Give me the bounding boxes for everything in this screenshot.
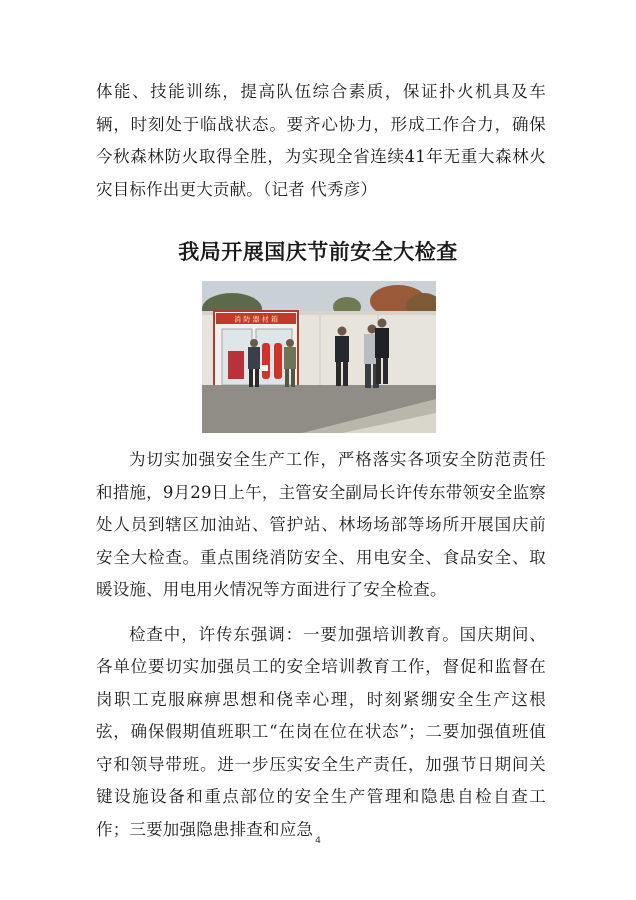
previous-article-ending bbox=[96, 76, 546, 206]
cabinet-sign: 消 防 器 材 箱 bbox=[234, 315, 278, 324]
body-paragraph-1: 为切实加强安全生产工作，严格落实各项安全防范责任和措施，9月29日上午，主管安全副局长许传东带领安全监察处人员到辖区加油站、管护站、林场场部等场所开展国庆前安全大检查。重点围绕消防安全、用电安全、食品安全、取暖设施、用电用火情况等方面进行了安全检查。 bbox=[96, 450, 546, 599]
article-body bbox=[96, 444, 546, 846]
body-paragraph-2: 检查中，许传东强调：一要加强培训教育。国庆期间、各单位要切实加强员工的安全培训教育工作，督促和监督在岗职工克服麻痹思想和侥幸心理，时刻紧绷安全生产这根弦，确保假期值班职工“在岗在位在状态”；二要加强值班值守和领导带班。进一步压实安全生产责任，加强节日期间关键设施设备和重点部位的安全生产管理和隐患自检自查工作；三要加强隐患排查和应急 bbox=[96, 624, 546, 839]
page-number: 4 bbox=[315, 836, 321, 846]
inspection-photo bbox=[202, 281, 436, 433]
intro-paragraph: 体能、技能训练，提高队伍综合素质，保证扑火机具及车辆，时刻处于临战状态。要齐心协力，形成工作合力，确保今秋森林防火取得全胜，为实现全省连续41年无重大森林火灾目标作出更大贡献。（记者 代秀彦） bbox=[96, 82, 546, 199]
article-title: 我局开展国庆节前安全大检查 bbox=[178, 240, 458, 264]
